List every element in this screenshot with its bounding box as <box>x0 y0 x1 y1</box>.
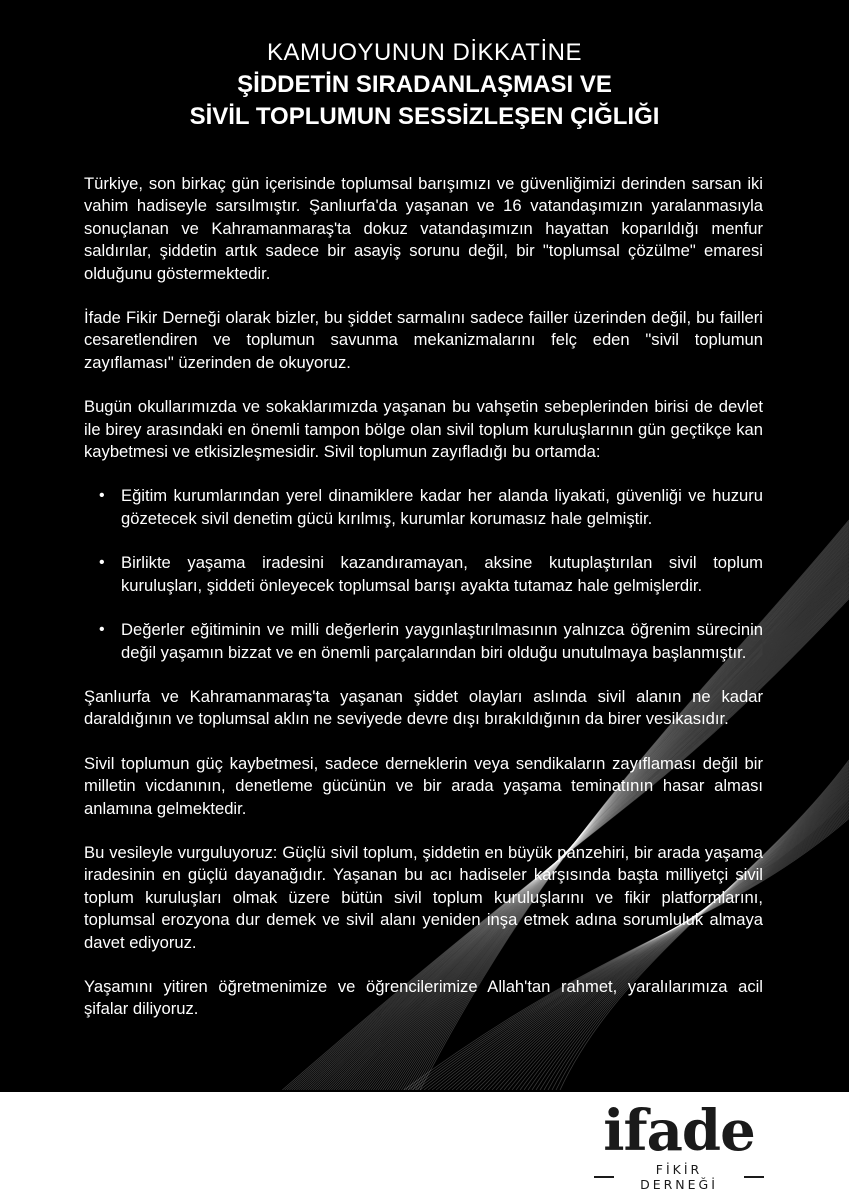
footer <box>0 1092 849 1200</box>
header-title-line-2: SİVİL TOPLUMUN SESSİZLEŞEN ÇIĞLIĞI <box>189 103 660 130</box>
paragraph-1: Türkiye, son birkaç gün içerisinde toplumsal barışımızı ve güvenliğimizi derinden sarsan iki vahim hadiseyle sarsılmıştır. Şanlıurfa'da yaşanan ve 16 vatandaşımızın yaralanmasıyla sonuçlanan ve Kahramanmaraş'ta dokuz vatandaşımızın hayattan koparıldığı menfur saldırılar, şiddetin artık sadece bir asayiş sorunu değil, bir "toplumsal çözülme" emaresi olduğunu göstermektedir. <box>84 174 763 283</box>
paragraph-6: Bu vesileyle vurguluyoruz: Güçlü sivil toplum, şiddetin en büyük panzehiri, bir arada yaşama iradesinin en güçlü dayanağıdır. Yaşanan bu acı hadiseler karşısında başta milliyetçi sivil toplum kuruluşları olmak üzere bütün sivil toplum kuruluşlarını ve fikir platformlarını, toplumsal erozyona dur demek ve sivil alanı yeniden inşa etmek adına sorumluluk almaya davet ediyoruz. <box>84 842 763 952</box>
bullet-item-3: • Değerler eğitiminin ve milli değerlerin yaygınlaştırılmasının yalnızca öğrenim sürecinin değil yaşamın bizzat ve en önemli parçalarından biri olduğu unutulmaya başlanmıştır. <box>121 619 763 664</box>
logo-brand: ifade <box>603 1098 755 1164</box>
paragraph-2: İfade Fikir Derneği olarak bizler, bu şiddet sarmalını sadece failler üzerinden değil, bu failleri cesaretlendiren ve toplumun savunma mekanizmalarını felç eden "sivil toplumun zayıflaması" üzerinden de okuyoruz. <box>84 308 763 372</box>
header-kicker: KAMUOYUNUN DİKKATİNE <box>267 39 582 66</box>
ifade-logo <box>594 1098 764 1192</box>
logo-tagline: FİKİR DERNEĞİ <box>640 1162 718 1192</box>
bullet-item-1: • Eğitim kurumlarından yerel dinamiklere kadar her alanda liyakati, güvenliği ve huzuru gözetecek sivil denetim gücü kırılmış, kurumlar korumasız hale gelmiştir. <box>121 485 763 530</box>
paragraph-3: Bugün okullarımızda ve sokaklarımızda yaşanan bu vahşetin sebeplerinden birisi de devlet ile birey arasındaki en önemli tampon bölge olan sivil toplum kuruluşlarının gün geçtikçe kan kaybetmesi ve etkisizleşmesidir. Sivil toplumun zayıfladığı bu ortamda: <box>84 397 763 462</box>
statement-body <box>84 173 763 1043</box>
header <box>0 37 849 133</box>
paragraph-7: Yaşamını yitiren öğretmenimize ve öğrencilerimize Allah'tan rahmet, yaralılarımıza acil şifalar diliyoruz. <box>84 976 763 1019</box>
header-title-line-1: ŞİDDETİN SIRADANLAŞMASI VE <box>237 71 612 98</box>
tagline-divider-right <box>744 1176 764 1178</box>
paragraph-5: Sivil toplumun güç kaybetmesi, sadece derneklerin veya sendikaların zayıflaması değil bir milletin vicdanının, denetleme gücünün ve bir arada yaşama teminatının hasar alması anlamına gelmektedir. <box>84 753 763 818</box>
tagline-divider-left <box>594 1176 614 1178</box>
logo-tagline-row <box>594 1162 764 1192</box>
bullet-item-2: • Birlikte yaşama iradesini kazandıramayan, aksine kutuplaştırılan sivil toplum kuruluşları, şiddeti önleyecek toplumsal barışı ayakta tutamaz hale gelmişlerdir. <box>121 552 763 597</box>
paragraph-4: Şanlıurfa ve Kahramanmaraş'ta yaşanan şiddet olayları aslında sivil alanın ne kadar daraldığının ve toplumsal aklın ne seviyede devre dışı bırakıldığının da birer vesikasıdır. <box>84 686 763 729</box>
bullet-list <box>84 485 763 663</box>
